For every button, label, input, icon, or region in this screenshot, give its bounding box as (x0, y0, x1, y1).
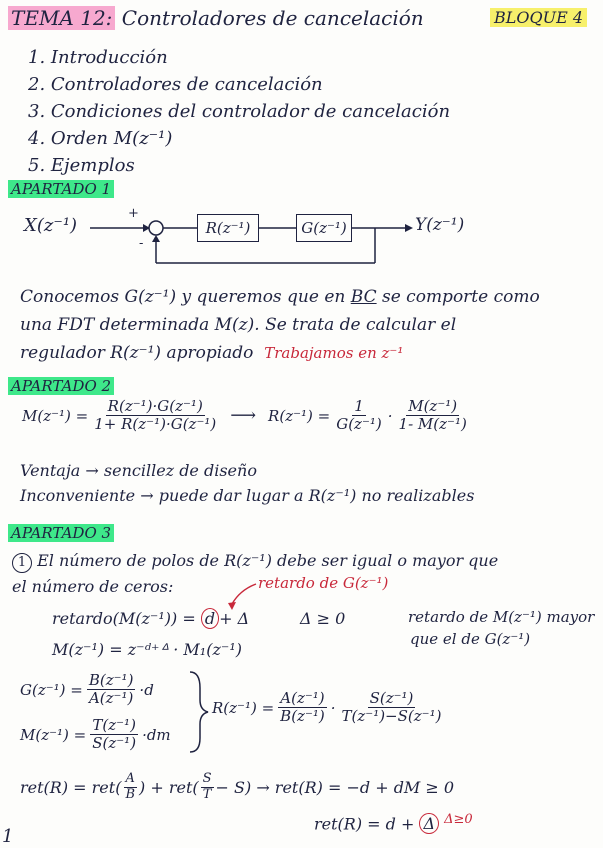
bc-label: BC (350, 287, 377, 307)
index-item: 3. Condiciones del controlador de cancelación (28, 101, 451, 122)
m-lhs: M(z⁻¹) = (22, 406, 89, 425)
title-tag: TEMA 12: (8, 6, 115, 30)
block-r: R(z⁻¹) (197, 214, 259, 242)
block-g: G(z⁻¹) (296, 214, 352, 242)
plus-sign: + (128, 206, 139, 221)
dot: · (387, 406, 393, 425)
d-circle: d (201, 608, 219, 629)
retardo-m-eq: retardo(M(z⁻¹)) = d + Δ (52, 609, 250, 628)
page-number: 1 (2, 826, 14, 847)
diagram-output-label: Y(z⁻¹) (415, 215, 465, 235)
m-fraction: $\frac{\text{R(z⁻¹)·G(z⁻¹)}}{\text{1+ R(z⁻¹)·G(z⁻¹)}}$ (94, 397, 217, 434)
r-result: R(z⁻¹) = $\frac{\text{A(z⁻¹)}}{\text{B(z⁻¹)}}$ · $\frac{\text{S(z⁻¹)}}{\text{T(z⁻¹)−S(z⁻¹)}}$ (212, 689, 442, 726)
index-item: 2. Controladores de cancelación (28, 74, 323, 95)
inconveniente: Inconveniente → puede dar lugar a R(z⁻¹) no realizables (20, 486, 475, 505)
diagram-input-label: X(z⁻¹) (24, 215, 78, 236)
block-badge: BLOQUE 4 (490, 8, 587, 27)
minus-sign: - (139, 236, 144, 251)
section-tag-3: APARTADO 3 (8, 524, 114, 542)
text-line: una FDT determinada M(z). Se trata de calcular el (20, 315, 457, 335)
r-fraction-2: $\frac{\text{M(z⁻¹)}}{\text{1- M(z⁻¹)}}$ (398, 397, 467, 434)
delta-circle: Δ (419, 813, 439, 834)
delta-red-note: Δ≥0 (444, 812, 473, 827)
retardo-g-note: retardo de G(z⁻¹) (258, 574, 389, 592)
cond-line-2: el número de ceros: (12, 577, 174, 596)
text-line: Conocemos G(z⁻¹) y queremos que en BC se comporte como (20, 287, 540, 307)
r-fraction-1: $\frac{1}{\text{G(z⁻¹)}}$ (336, 397, 382, 434)
arrow: ⟶ (230, 405, 257, 427)
index-item: 4. Orden M(z⁻¹) (28, 128, 173, 149)
section-tag-2: APARTADO 2 (8, 377, 114, 395)
ret-eq: ret(R) = ret( $\frac{A}{B}$ ) + ret( $\frac{S}{T}$ − S) → ret(R) = −d + dM ≥ 0 (20, 771, 455, 802)
r-lhs: R(z⁻¹) = (268, 406, 331, 425)
g-def: G(z⁻¹) = $\frac{\text{B(z⁻¹)}}{\text{A(z⁻¹)}}$ ·d (20, 671, 154, 708)
cond-line-1: El número de polos de R(z⁻¹) debe ser igual o mayor que (37, 551, 499, 570)
m-delay-eq: M(z⁻¹) = z⁻ᵈ⁺ᐞ · M₁(z⁻¹) (52, 640, 242, 659)
index-item: 1. Introducción (28, 47, 168, 68)
m-def: M(z⁻¹) = $\frac{\text{T(z⁻¹)}}{\text{S(z⁻¹)}}$ ·dm (20, 716, 171, 753)
retardo-note: retardo de M(z⁻¹) mayor que el de G(z⁻¹) (408, 608, 595, 648)
number-circle: 1 (12, 553, 32, 573)
section-tag-1: APARTADO 1 (8, 180, 114, 198)
title-text: Controladores de cancelación (121, 6, 424, 30)
red-note: Trabajamos en z⁻¹ (264, 344, 404, 362)
delta-cond: Δ ≥ 0 (300, 609, 346, 628)
text-line: regulador R(z⁻¹) apropiado Trabajamos en z⁻¹ (20, 343, 404, 363)
ret-final: ret(R) = d + Δ $^{\Delta\ge 0}$ (314, 812, 473, 834)
index-item: 5. Ejemplos (28, 155, 135, 176)
ventaja: Ventaja → sencillez de diseño (20, 461, 257, 480)
